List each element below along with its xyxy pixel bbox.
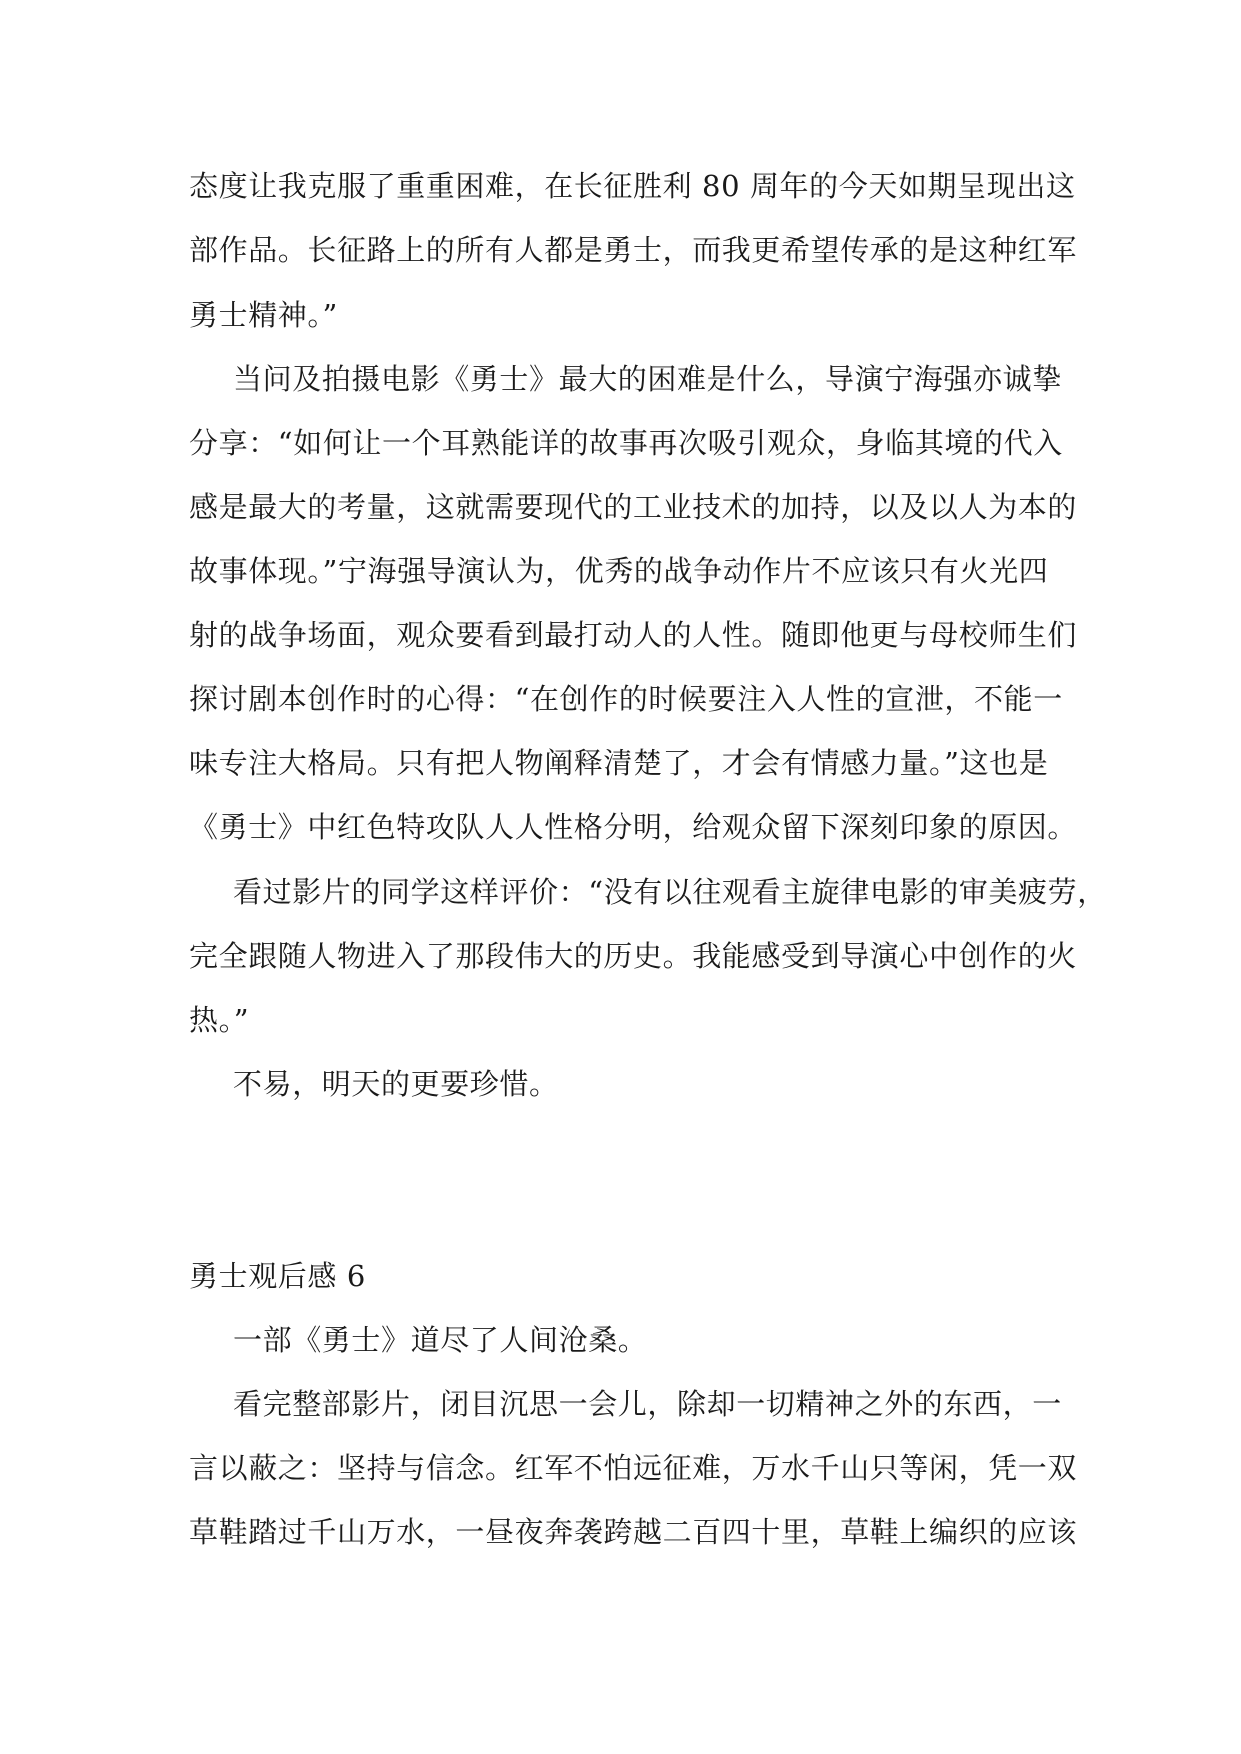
paragraph-line: 探讨剧本创作时的心得：“在创作的时候要注入人性的宣泄，不能一 bbox=[189, 682, 1063, 716]
paragraph-line: 热。” bbox=[189, 1003, 250, 1037]
paragraph-line: 当问及拍摄电影《勇士》最大的困难是什么，导演宁海强亦诚挚 bbox=[233, 362, 1062, 396]
paragraph-line: 《勇士》中红色特攻队人人性格分明，给观众留下深刻印象的原因。 bbox=[189, 810, 1078, 844]
paragraph-line: 故事体现。”宁海强导演认为，优秀的战争动作片不应该只有火光四 bbox=[189, 554, 1049, 588]
paragraph-line: 看过影片的同学这样评价：“没有以往观看主旋律电影的审美疲劳， bbox=[233, 875, 1107, 909]
paragraph-line: 言以蔽之：坚持与信念。红军不怕远征难，万水千山只等闲，凭一双 bbox=[189, 1451, 1078, 1485]
paragraph-line: 一部《勇士》道尽了人间沧桑。 bbox=[233, 1323, 648, 1357]
paragraph-line: 勇士精神。” bbox=[189, 298, 338, 332]
paragraph-line: 味专注大格局。只有把人物阐释清楚了，才会有情感力量。”这也是 bbox=[189, 746, 1049, 780]
paragraph-line: 看完整部影片，闭目沉思一会儿，除却一切精神之外的东西，一 bbox=[233, 1387, 1062, 1421]
paragraph-line: 射的战争场面，观众要看到最打动人的人性。随即他更与母校师生们 bbox=[189, 618, 1078, 652]
paragraph-line: 分享：“如何让一个耳熟能详的故事再次吸引观众，身临其境的代入 bbox=[189, 426, 1063, 460]
paragraph-line: 完全跟随人物进入了那段伟大的历史。我能感受到导演心中创作的火 bbox=[189, 939, 1078, 973]
paragraph-line: 不易，明天的更要珍惜。 bbox=[233, 1067, 559, 1101]
paragraph-line: 部作品。长征路上的所有人都是勇士，而我更希望传承的是这种红军 bbox=[189, 233, 1078, 267]
section-title: 勇士观后感 6 bbox=[189, 1259, 366, 1293]
paragraph-line: 草鞋踏过千山万水，一昼夜奔袭跨越二百四十里，草鞋上编织的应该 bbox=[189, 1515, 1078, 1549]
paragraph-line: 态度让我克服了重重困难，在长征胜利 80 周年的今天如期呈现出这 bbox=[189, 169, 1076, 203]
paragraph-line: 感是最大的考量，这就需要现代的工业技术的加持，以及以人为本的 bbox=[189, 490, 1078, 524]
